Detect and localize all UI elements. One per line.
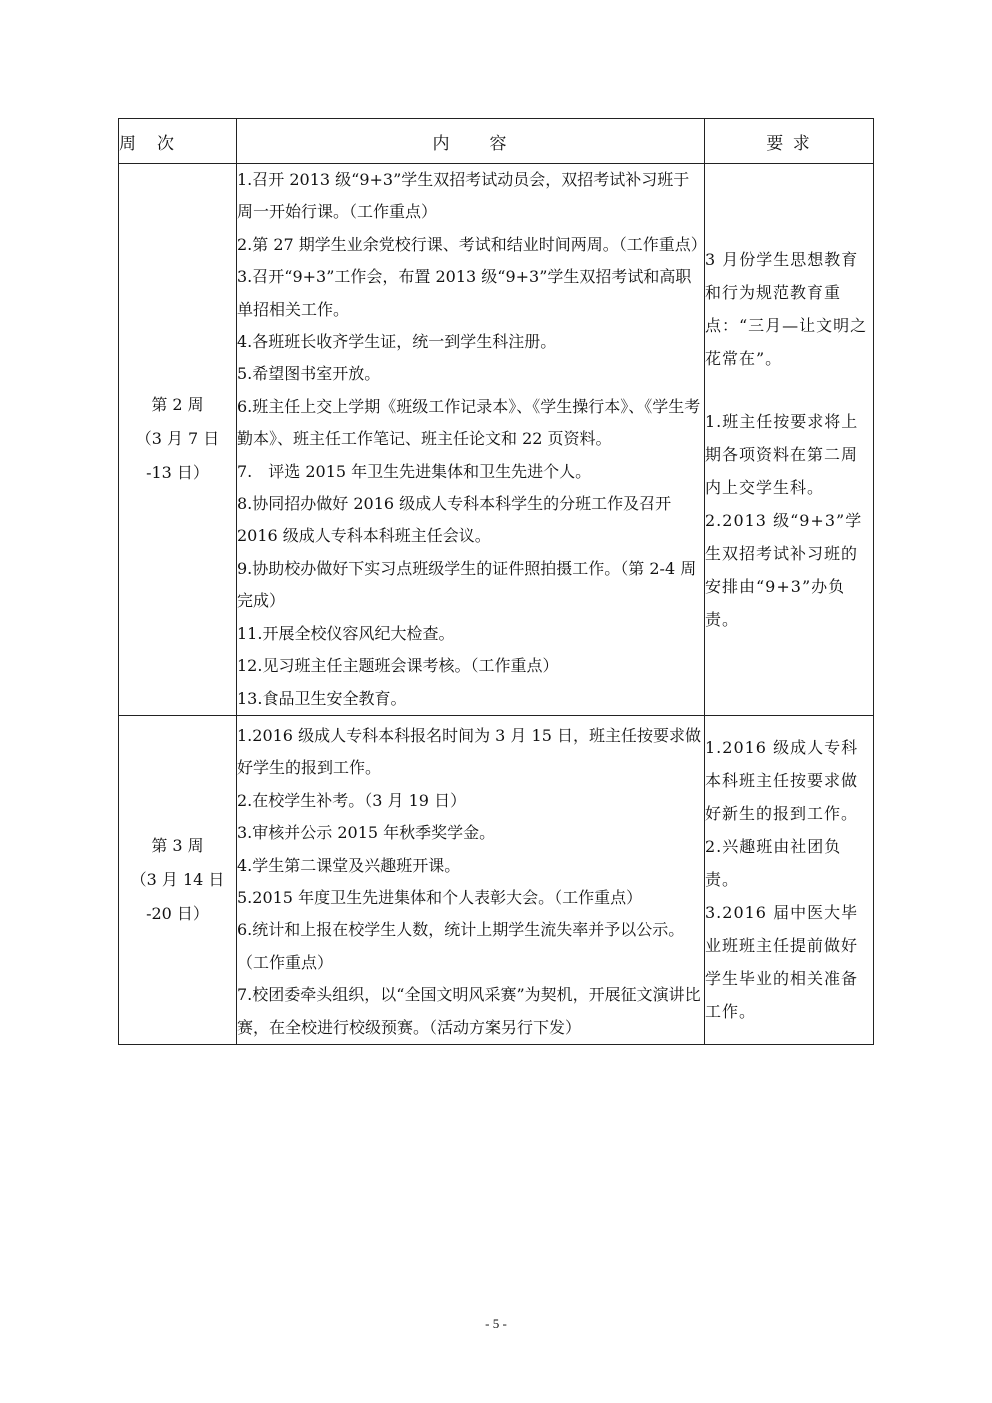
content-item: 9.协助校办做好下实习点班级学生的证件照拍摄工作。（第 2-4 周完成）	[237, 558, 697, 611]
week-date-start: （3 月 14 日	[130, 869, 225, 889]
content-item: 2.在校学生补考。（3 月 19 日）	[237, 790, 467, 810]
requirement-item: 3.2016 届中医大毕业班班主任提前做好学生毕业的相关准备工作。	[705, 903, 859, 1022]
week-3-row	[119, 715, 874, 1044]
requirement-cell	[705, 715, 874, 1044]
content-item: 2.第 27 期学生业余党校行课、考试和结业时间两周。（工作重点）	[237, 234, 707, 254]
page-number: - 5 -	[485, 1316, 507, 1331]
week-label: 第 2 周	[151, 395, 204, 415]
content-item: 6.统计和上报在校学生人数，统计上期学生流失率并予以公示。（工作重点）	[237, 920, 685, 972]
requirement-item: 1.2016 级成人专科本科班主任按要求做好新生的报到工作。	[705, 738, 859, 824]
week-cell	[119, 715, 237, 1044]
content-item: 3.召开“9+3”工作会，布置 2013 级“9+3”学生双招考试和高职单招相关工作。	[237, 267, 692, 319]
content-item: 4.各班班长收齐学生证，统一到学生科注册。	[237, 332, 557, 352]
content-item: 7.校团委牵头组织，以“全国文明风采赛”为契机，开展征文演讲比赛，在全校进行校级预赛。（活动方案另行下发）	[237, 985, 701, 1037]
requirement-item: 2.兴趣班由社团负责。	[705, 837, 842, 890]
content-item: 1.2016 级成人专科本科报名时间为 3 月 15 日，班主任按要求做好学生的报到工作。	[237, 725, 701, 778]
requirement-cell	[705, 164, 874, 716]
header-content: 内 容	[237, 119, 705, 164]
requirement-item: 2.2013 级“9+3”学生双招考试补习班的安排由“9+3”办负责。	[705, 510, 863, 629]
header-week: 周 次	[119, 119, 237, 164]
week-2-row	[119, 164, 874, 716]
week-date-end: -13 日）	[146, 463, 209, 483]
week-date-end: -20 日）	[146, 903, 209, 923]
requirement-spacer	[705, 375, 873, 405]
content-item: 6.班主任上交上学期《班级工作记录本》、《学生操行本》、《学生考勤本》、班主任工作笔记、班主任论文和 22 页资料。	[237, 396, 701, 449]
header-row	[119, 119, 874, 164]
week-label: 第 3 周	[151, 835, 204, 855]
content-cell	[237, 164, 705, 716]
content-item: 1.召开 2013 级“9+3”学生双招考试动员会，双招考试补习班于周一开始行课。（工作重点）	[237, 170, 690, 222]
content-item: 3.审核并公示 2015 年秋季奖学金。	[237, 823, 496, 843]
content-item: 7. 评选 2015 年卫生先进集体和卫生先进个人。	[237, 461, 592, 481]
content-item: 8.协同招办做好 2016 级成人专科本科学生的分班工作及召开 2016 级成人专科本科班主任会议。	[237, 494, 672, 546]
content-cell	[237, 715, 705, 1044]
week-cell	[119, 164, 237, 716]
content-item: 11.开展全校仪容风纪大检查。	[237, 623, 455, 643]
content-item: 5.希望图书室开放。	[237, 364, 381, 384]
header-requirement: 要 求	[705, 119, 874, 164]
content-item: 12.见习班主任主题班会课考核。（工作重点）	[237, 656, 559, 676]
content-item: 5.2015 年度卫生先进集体和个人表彰大会。（工作重点）	[237, 887, 643, 907]
content-item: 13.食品卫生安全教育。	[237, 688, 407, 708]
weekly-schedule-table	[118, 118, 874, 1045]
week-date-start: （3 月 7 日	[135, 429, 220, 449]
requirement-item: 1.班主任按要求将上期各项资料在第二周内上交学生科。	[705, 411, 859, 497]
requirement-item: 3 月份学生思想教育和行为规范教育重点：“三月—让文明之花常在”。	[705, 249, 868, 368]
content-item: 4.学生第二课堂及兴趣班开课。	[237, 855, 461, 875]
